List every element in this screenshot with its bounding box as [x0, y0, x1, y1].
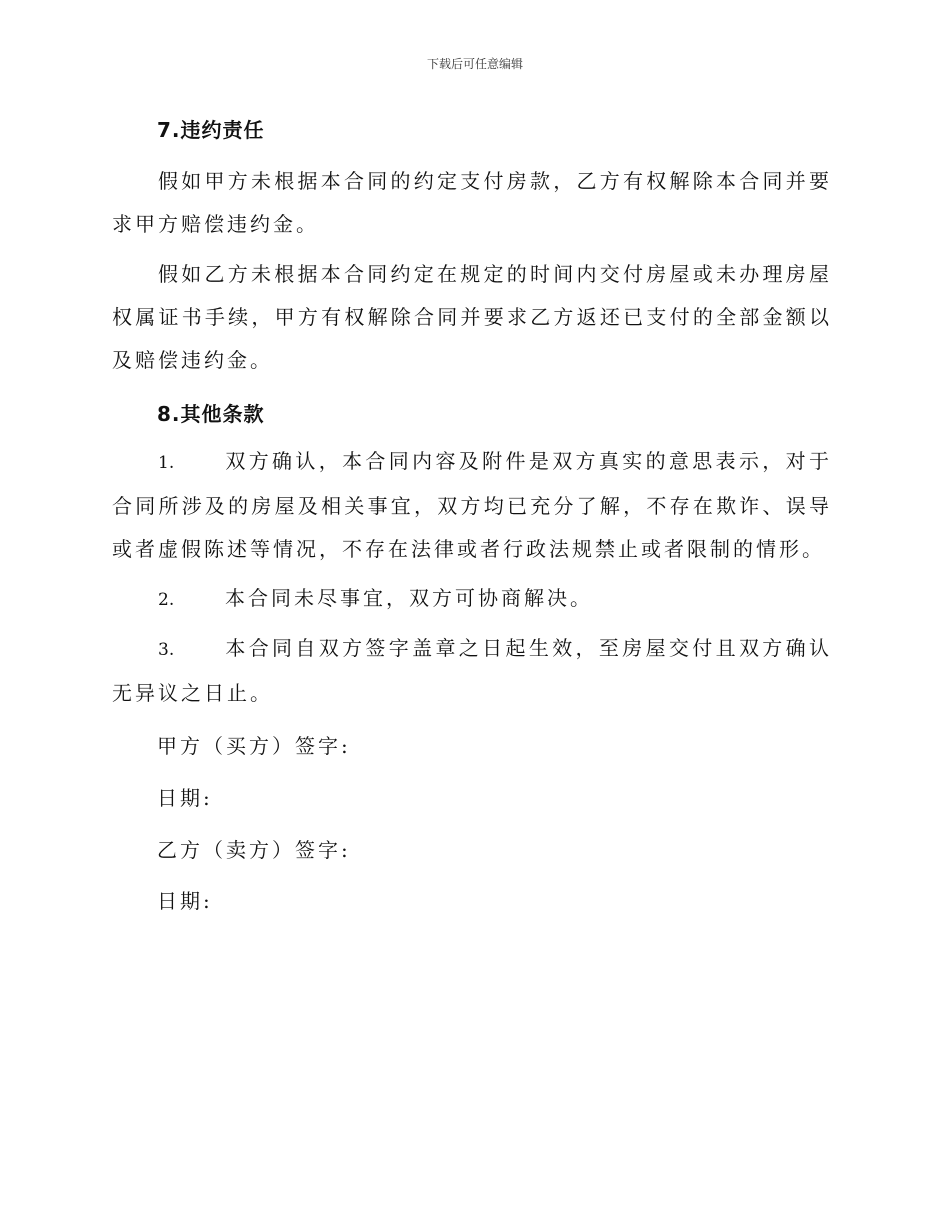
section-7-paragraph-1: 假如甲方未根据本合同的约定支付房款，乙方有权解除本合同并要求甲方赔偿违约金。	[112, 169, 832, 236]
header-note: 下载后可任意编辑	[426, 57, 523, 71]
clause-text: 双方确认，本合同内容及附件是双方真实的意思表示，对于合同所涉及的房屋及相关事宜，双方均已充分了解，不存在欺诈、误导或者虚假陈述等情况，不存在法律或者行政法规禁止或者限制的情形。	[112, 449, 832, 561]
clause-number: 2.	[158, 590, 175, 610]
clause-text: 本合同未尽事宜，双方可协商解决。	[225, 586, 593, 610]
section-7-heading: 7.违约责任	[157, 118, 265, 142]
clause-number: 3.	[158, 640, 175, 660]
party-b-signature-label: 乙方（卖方）签字:	[157, 838, 351, 862]
section-7-paragraph-2: 假如乙方未根据本合同约定在规定的时间内交付房屋或未办理房屋权属证书手续，甲方有权解除合同并要求乙方返还已支付的全部金额以及赔偿违约金。	[112, 262, 832, 372]
clause-item	[112, 627, 832, 715]
clause-item	[112, 440, 832, 571]
clause-text: 本合同自双方签字盖章之日起生效，至房屋交付且双方确认无异议之日止。	[112, 636, 832, 705]
section-8-heading: 8.其他条款	[157, 402, 265, 426]
party-a-signature-label: 甲方（买方）签字:	[157, 734, 351, 758]
party-b-date-label: 日期:	[157, 889, 213, 913]
party-a-date-label: 日期:	[157, 786, 213, 810]
clause-number: 1.	[158, 453, 175, 473]
clause-item	[112, 577, 832, 622]
